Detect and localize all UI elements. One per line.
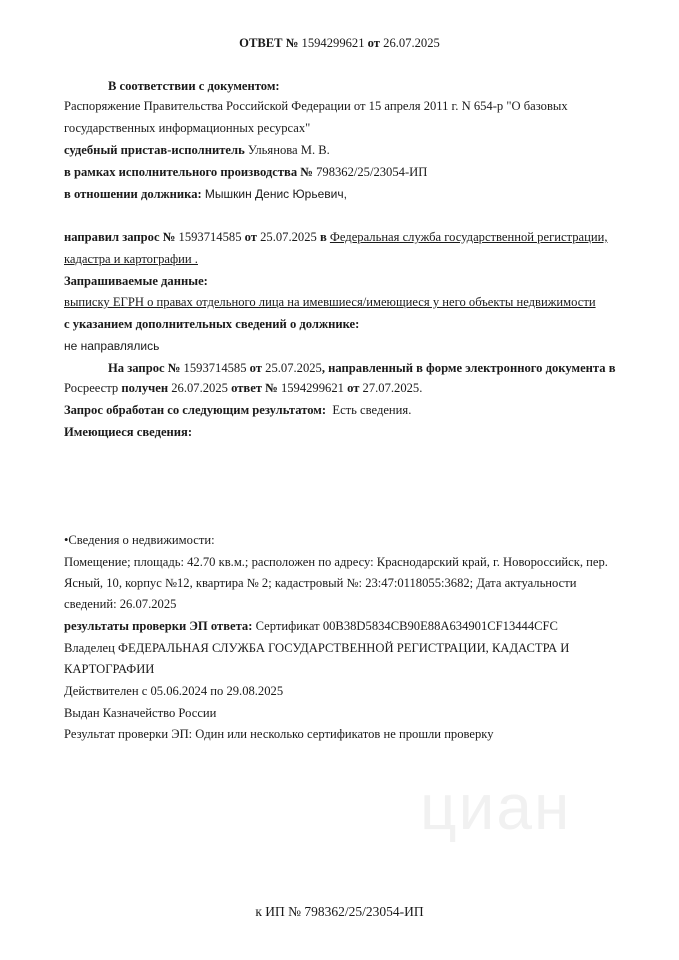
reply-line2: Росреестр получен 26.07.2025 ответ № 1594299621 от 27.07.2025. <box>64 381 423 395</box>
property-line2: Ясный, 10, корпус №12, квартира № 2; кадастровый №: 23:47:0118055:3682; Дата актуальности <box>64 576 577 590</box>
property-line1: Помещение; площадь: 42.70 кв.м.; расположен по адресу: Краснодарский край, г. Новороссийск, пер. <box>64 555 608 569</box>
signature-cert: результаты проверки ЭП ответа: Сертификат 00B38D5834CB90E88A634901CF13444CFC <box>64 619 558 633</box>
debtor: в отношении должника: Мышкин Денис Юрьевич, <box>64 187 347 201</box>
basis-doc-line2: государственных информационных ресурсах" <box>64 121 311 135</box>
extra-value: не направлялись <box>64 339 160 353</box>
watermark: циан <box>420 771 572 843</box>
signature-owner2: КАРТОГРАФИИ <box>64 662 155 676</box>
property-line3: сведений: 26.07.2025 <box>64 597 177 611</box>
request-line1: направил запрос № 1593714585 от 25.07.2025 в Федеральная служба государственной регистрации, <box>64 230 608 244</box>
request-line2: кадастра и картографии . <box>64 252 198 266</box>
basis-doc-line1: Распоряжение Правительства Российской Федерации от 15 апреля 2011 г. N 654-р "О базовых <box>64 99 568 113</box>
document-title: ОТВЕТ № 1594299621 от 26.07.2025 <box>239 36 440 50</box>
proceeding: в рамках исполнительного производства № 798362/25/23054-ИП <box>64 165 428 179</box>
requested-value: выписку ЕГРН о правах отдельного лица на имевшиеся/имеющиеся у него объекты недвижимости <box>64 295 596 309</box>
reply-line1: На запрос № 1593714585 от 25.07.2025, направленный в форме электронного документа в <box>108 361 616 375</box>
basis-heading: В соответствии с документом: <box>108 79 280 93</box>
bailiff: судебный пристав-исполнитель Ульянова М. В. <box>64 143 330 157</box>
property-title: •Сведения о недвижимости: <box>64 533 215 547</box>
signature-check: Результат проверки ЭП: Один или несколько сертификатов не прошли проверку <box>64 727 494 741</box>
available-label: Имеющиеся сведения: <box>64 425 193 439</box>
signature-owner1: Владелец ФЕДЕРАЛЬНАЯ СЛУЖБА ГОСУДАРСТВЕННОЙ РЕГИСТРАЦИИ, КАДАСТРА И <box>64 641 570 655</box>
signature-issuer: Выдан Казначейство России <box>64 706 217 720</box>
footer: к ИП № 798362/25/23054-ИП <box>255 904 424 919</box>
requested-label: Запрашиваемые данные: <box>64 274 208 288</box>
signature-valid: Действителен с 05.06.2024 по 29.08.2025 <box>64 684 284 698</box>
result: Запрос обработан со следующим результатом: Есть сведения. <box>64 403 412 417</box>
extra-label: с указанием дополнительных сведений о должнике: <box>64 317 360 331</box>
